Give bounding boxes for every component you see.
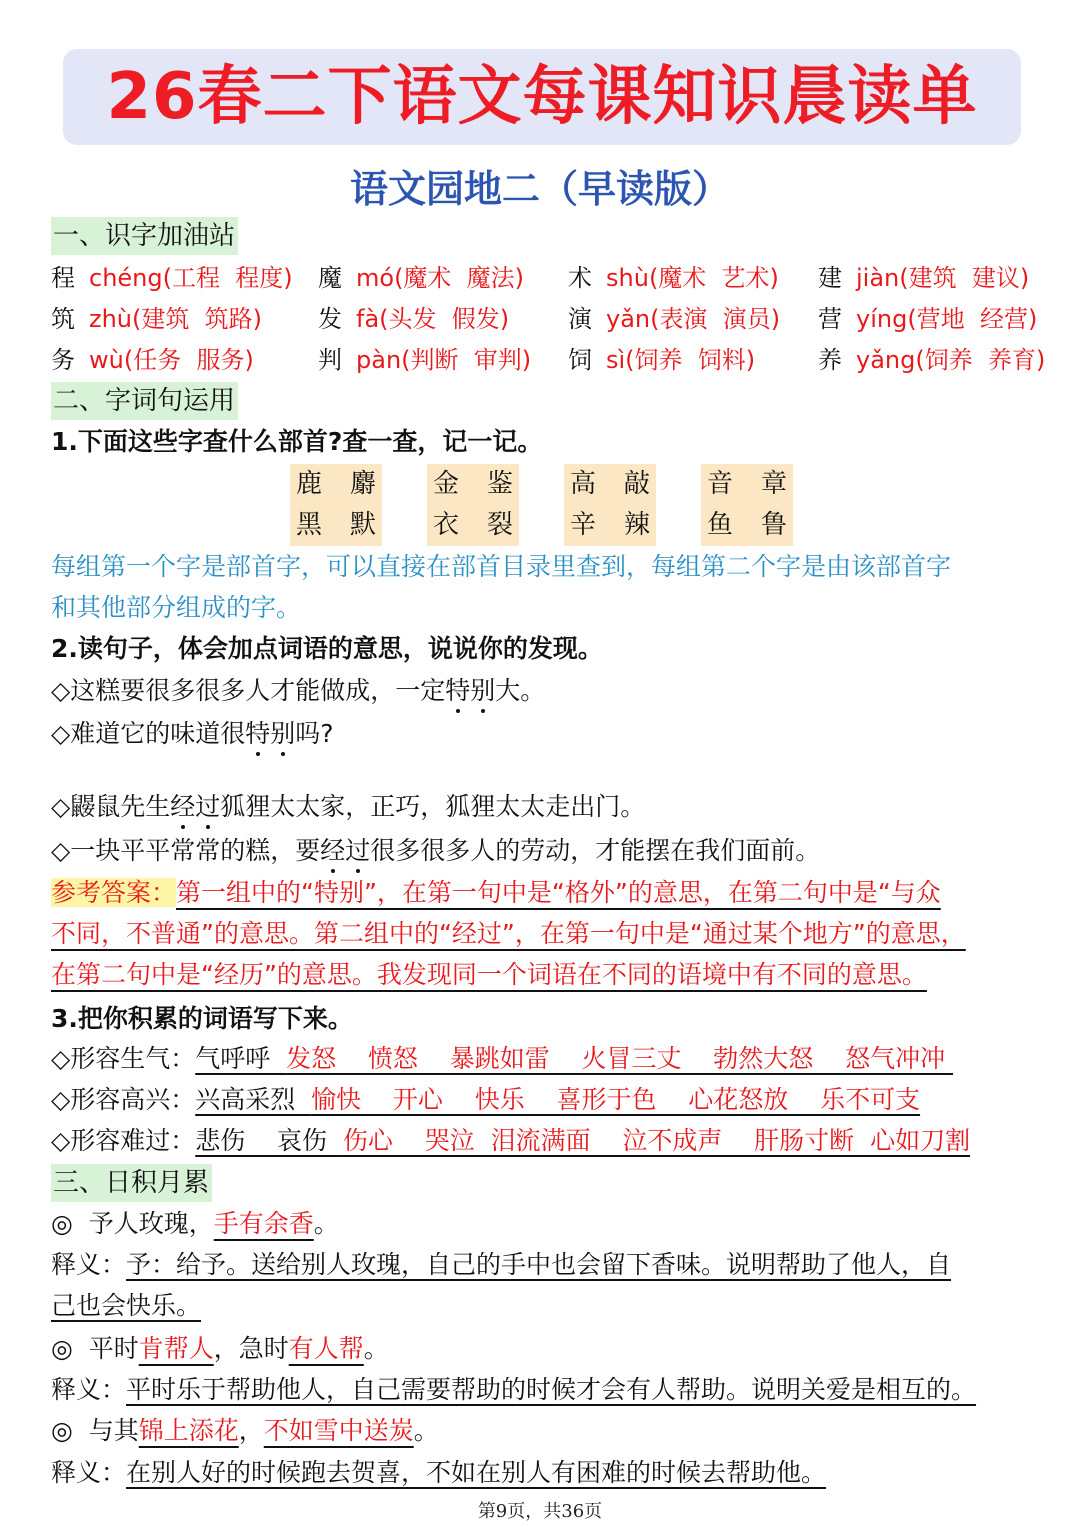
saying-3-explanation [51,1456,826,1490]
char: 建 [818,264,842,292]
word-row-label: ◇形容生气： [51,1044,196,1073]
word-row-angry [51,1042,953,1076]
pinyin: wù [89,346,124,374]
explanation-label: 释义： [51,1458,127,1487]
char: 魔 [318,264,342,292]
radical-char: 鱼 [706,510,733,540]
char: 筑 [51,305,75,333]
char-entry [51,261,293,295]
char: 演 [568,305,592,333]
char: 程 [51,264,75,292]
dotted-char: 别 [470,676,496,705]
sentence-text: ◇一块平平常常的糕，要 [51,836,321,865]
sentence-text: 吗? [295,719,334,748]
derived-char: 辣 [623,510,650,540]
page-subtitle: 语文园地二（早读版） [349,167,730,211]
answer-text: 第一组中的“特别”，在第一句中是“格外”的意思，在第二句中是“与众 [176,878,941,907]
explanation-label: 释义： [51,1375,127,1404]
saying-2-explanation [51,1373,976,1407]
question-1: 1.下面这些字查什么部首?查一查，记一记。 [51,427,543,456]
section-heading-3: 三、日积月累 [51,1164,212,1202]
char-entry [818,343,1045,377]
radical-char: 金 [432,469,459,499]
answer-q2-line2 [51,917,966,951]
dotted-char: 别 [270,719,296,748]
words: (判断 审判) [401,346,532,374]
saying-highlight: 有人帮 [288,1334,364,1363]
pinyin: chéng [89,264,163,292]
char-entry [568,261,779,295]
char-entry [318,261,524,295]
answer-text: 不同，不普通”的意思。第二组中的“经过”，在第一句中是“通过某个地方”的意思， [51,919,966,948]
saying-3 [51,1414,439,1448]
dotted-char: 经 [320,836,346,865]
saying-2 [51,1332,389,1366]
sentence-3 [51,790,645,824]
words: (表演 演员) [650,305,781,333]
sentence-text: 狐狸太太家，正巧，狐狸太太走出门。 [220,792,646,821]
words: (建筑 筑路) [132,305,263,333]
answer-label: 参考答案： [51,878,177,907]
saying-1 [51,1207,339,1241]
pinyin: zhù [89,305,133,333]
word-row-happy [51,1083,920,1117]
sentence-text: ◇难道它的味道很 [51,719,246,748]
char-entry [568,343,755,377]
radical-char: 辛 [569,510,596,540]
answer-words: 伤心 哭泣 泪流满面 泣不成声 肝肠寸断 心如刀割 [342,1126,971,1155]
char: 营 [818,305,842,333]
dotted-char: 特 [245,719,271,748]
answer-q1-line2: 和其他部分组成的字。 [51,593,302,622]
char: 发 [318,305,342,333]
page-title: 26春二下语文每课知识晨读单 [106,60,978,134]
derived-char: 章 [760,469,787,499]
radical-char: 黑 [295,510,322,540]
given-words: 兴高采烈 [195,1085,312,1114]
char-entry [318,302,509,336]
pinyin: sì [606,346,626,374]
explanation-text: 己也会快乐。 [51,1291,202,1320]
char: 养 [818,346,842,374]
pinyin: jiàn [856,264,900,292]
pinyin: pàn [356,346,402,374]
words: (工程 程度) [162,264,293,292]
pinyin: shù [606,264,649,292]
given-words: 悲伤 哀伤 [195,1126,343,1155]
word-row-blank [195,1085,920,1114]
question-3: 3.把你积累的词语写下来。 [51,1004,353,1033]
word-row-blank [195,1126,970,1155]
char: 务 [51,346,75,374]
answer-q1-line1: 每组第一个字是部首字，可以直接在部首目录里查到，每组第二个字是由该部首字 [51,552,952,581]
answer-words: 愉快 开心 快乐 喜形于色 心花怒放 乐不可支 [311,1085,921,1114]
sentence-4 [51,834,820,868]
explanation-text: 予：给予。送给别人玫瑰，自己的手中也会留下香味。说明帮助了他人，自 [126,1250,952,1279]
saying-text: ， [238,1416,264,1445]
saying-highlight: 锦上添花 [138,1416,239,1445]
dotted-char: 过 [345,836,371,865]
explanation-label: 释义： [51,1250,127,1279]
derived-char: 敲 [623,469,650,499]
char: 饲 [568,346,592,374]
saying-text: ◎ 平时 [51,1334,139,1363]
pinyin: yíng [856,305,908,333]
page-footer: 第9页，共36页 [477,1501,603,1522]
char-entry [568,302,780,336]
sentence-text: ◇这糕要很多很多人才能做成，一定 [51,676,446,705]
saying-text: 。 [413,1416,439,1445]
saying-text: 。 [363,1334,389,1363]
words: (头发 假发) [379,305,510,333]
section-heading-1: 一、识字加油站 [51,217,238,255]
dotted-char: 过 [195,792,221,821]
saying-highlight: 肯帮人 [138,1334,214,1363]
pinyin: mó [356,264,395,292]
dotted-char: 特 [445,676,471,705]
saying-highlight: 不如雪中送炭 [263,1416,414,1445]
radical-char: 衣 [432,510,459,540]
radical-char: 鹿 [295,469,322,499]
char-entry [818,302,1037,336]
saying-1-explanation [51,1248,951,1282]
char: 判 [318,346,342,374]
section-heading-2: 二、字词句运用 [51,382,238,420]
derived-char: 鲁 [760,510,787,540]
radical-char: 高 [569,469,596,499]
word-row-label: ◇形容难过： [51,1126,196,1155]
pinyin: fà [356,305,380,333]
sentence-1 [51,674,545,708]
explanation-text: 在别人好的时候跑去贺喜，不如在别人有困难的时候去帮助他。 [126,1458,827,1487]
char: 术 [568,264,592,292]
words: (魔术 魔法) [394,264,525,292]
char-entry [318,343,531,377]
saying-1-explanation-cont [51,1289,201,1323]
radical-char: 音 [706,469,733,499]
char-entry [51,343,254,377]
answer-text: 在第二句中是“经历”的意思。我发现同一个词语在不同的语境中有不同的意思。 [51,960,927,989]
saying-text: 。 [313,1209,339,1238]
sentence-text: ◇鼹鼠先生 [51,792,171,821]
answer-q2-line3 [51,958,927,992]
char-entry [818,261,1029,295]
question-2: 2.读句子，体会加点词语的意思，说说你的发现。 [51,634,603,663]
words: (建筑 建议) [899,264,1030,292]
saying-text: ◎ 与其 [51,1416,139,1445]
saying-highlight: 手有余香 [213,1209,314,1238]
pinyin: yǎng [856,346,916,374]
word-row-label: ◇形容高兴： [51,1085,196,1114]
word-row-blank [195,1044,953,1073]
words: (营地 经营) [907,305,1038,333]
given-words: 气呼呼 [195,1044,287,1073]
sentence-text: 很多很多人的劳动，才能摆在我们面前。 [370,836,821,865]
derived-char: 默 [349,510,376,540]
words: (魔术 艺术) [648,264,779,292]
saying-text: ，急时 [213,1334,289,1363]
pinyin: yǎn [606,305,651,333]
words: (饲养 养育) [915,346,1046,374]
dotted-char: 经 [170,792,196,821]
derived-char: 裂 [486,510,513,540]
words: (饲养 饲料) [625,346,756,374]
answer-q2-line1 [51,876,941,910]
saying-text: ◎ 予人玫瑰， [51,1209,214,1238]
answer-words: 发怒 愤怒 暴跳如雷 火冒三丈 勃然大怒 怒气冲冲 [286,1044,946,1073]
words: (任务 服务) [123,346,254,374]
derived-char: 麝 [349,469,376,499]
explanation-text: 平时乐于帮助他人，自己需要帮助的时候才会有人帮助。说明关爱是相互的。 [126,1375,977,1404]
word-row-sad [51,1124,970,1158]
derived-char: 鉴 [486,469,513,499]
sentence-2 [51,717,334,751]
char-entry [51,302,262,336]
sentence-text: 大。 [495,676,546,705]
